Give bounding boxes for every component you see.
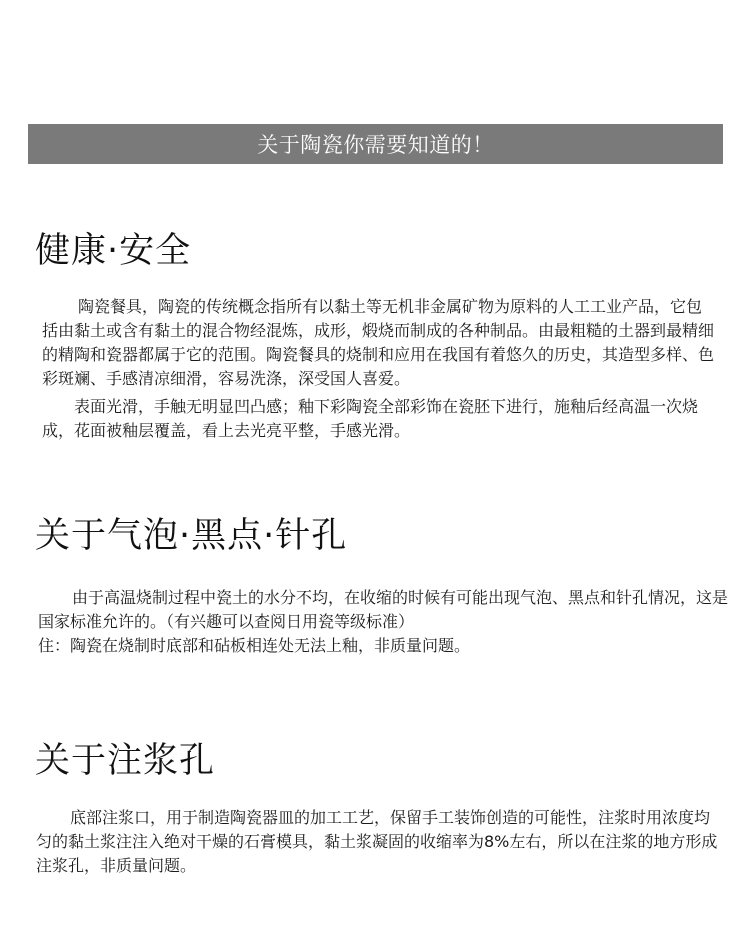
section-title-bubbles-spots-pinholes: 关于气泡·黑点·针孔 [35,516,348,556]
paragraph: 表面光滑，手触无明显凹凸感；釉下彩陶瓷全部彩饰在瓷胚下进行，施釉后经高温一次烧成，花面被釉层覆盖，看上去光亮平整，手感光滑。 [42,397,699,440]
banner-title: 关于陶瓷你需要知道的！ [257,133,494,157]
section-body-bubbles-spots-pinholes [38,586,728,658]
page-banner [28,124,723,164]
paragraph: 底部注浆口，用于制造陶瓷器皿的加工工艺，保留手工装饰创造的可能性，注浆时用浓度均匀的黏土浆注注入绝对干燥的石膏模具，黏土浆凝固的收缩率为8%左右，所以在注浆的地方形成注浆孔，非质量问题。 [36,808,718,875]
note-paragraph: 住：陶瓷在烧制时底部和砧板相连处无法上釉，非质量问题。 [38,636,471,655]
section-body-health-safety [42,295,714,443]
section-body-grouting-hole [36,806,720,878]
section-title-health-safety: 健康·安全 [35,231,192,271]
paragraph: 陶瓷餐具，陶瓷的传统概念指所有以黏土等无机非金属矿物为原料的人工工业产品，它包括由黏土或含有黏土的混合物经混炼，成形，煅烧而制成的各种制品。由最粗糙的土器到最精细的精陶和瓷器都属于它的范围。陶瓷餐具的烧制和应用在我国有着悠久的历史，其造型多样、色彩斑斓、手感清凉细滑，容易洗涤，深受国人喜爱。 [42,297,715,388]
section-title-grouting-hole: 关于注浆孔 [35,741,216,781]
paragraph: 由于高温烧制过程中瓷土的水分不均，在收缩的时候有可能出现气泡、黑点和针孔情况，这是国家标准允许的。（有兴趣可以查阅日用瓷等级标准） [38,588,729,631]
